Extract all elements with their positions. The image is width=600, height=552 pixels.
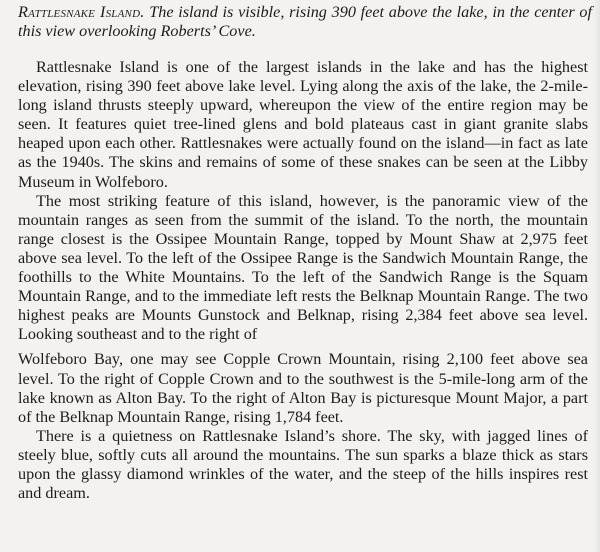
paragraph-panoramic-view: The most striking feature of this island, however, is the panoramic view of the mountain ranges as seen from the summit of the island. To the north, the mountain range closest is the Ossipee Mountain Range, topped by Mount Shaw at 2,975 feet above sea level. To the left of the Ossipee Range is the Sandwich Mountain Range, the foothills to the White Mountains. To the left of the Sandwich Range is the Squam Mountain Range, and to the immediate left rests the Belknap Mountain Range. The two highest peaks are Mounts Gunstock and Belknap, rising 2,384 feet above sea level. Looking southeast and to the right of	[18, 191, 588, 344]
page-edge-shadow	[594, 0, 600, 552]
caption-text: The island is visible, rising 390 feet above the lake, in the center of this view overlooking Roberts’ Cove.	[18, 3, 592, 40]
paragraph-quietness: There is a quietness on Rattlesnake Island’s shore. The sky, with jagged lines of steely blue, softly cuts all around the mountains. The sun sparks a blaze thick as stars upon the glassy diamond wrinkles of the water, and the steep of the hills inspires rest and dream.	[18, 426, 588, 503]
paragraph-island-description: Rattlesnake Island is one of the largest islands in the lake and has the highest elevation, rising 390 feet above lake level. Lying along the axis of the lake, the 2-mile-long island thrusts steeply upward, whereupon the view of the entire region may be seen. It features quiet tree-lined glens and bold plateaus cast in giant granite slabs heaped upon each other. Rattlesnakes were actually found on the island—in fact as late as the 1940s. The skins and remains of some of these snakes can be seen at the Libby Museum in Wolfeboro.	[18, 58, 588, 191]
photo-caption	[18, 3, 592, 41]
body-text	[18, 58, 588, 503]
caption-lead: Rattlesnake Island.	[18, 3, 145, 21]
paragraph-southeast-view: Wolfeboro Bay, one may see Copple Crown Mountain, rising 2,100 feet above sea level. To the right of Copple Crown and to the southwest is the 5-mile-long arm of the lake known as Alton Bay. To the right of Alton Bay is picturesque Mount Major, a part of the Belknap Mountain Range, rising 1,784 feet.	[18, 350, 588, 426]
